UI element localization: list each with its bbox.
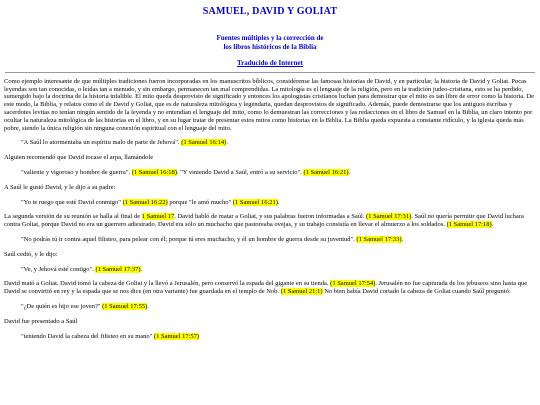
scripture-reference: (1 Samuel 17:31) <box>366 213 412 221</box>
scripture-reference: (1 Samuel 17:54) <box>330 280 376 288</box>
subtitle-line-2: los libros históricos de la Biblia <box>223 42 317 51</box>
quote-text: "Ve, y Jehová esté contigo". <box>21 265 96 273</box>
quote-text: "A Saúl lo atormentaba un espíritu malo de parte de Jehová". <box>21 139 182 147</box>
quote-tail: . <box>401 236 404 244</box>
paragraph-text: . David habló de matar a Goliat, y sus palabras fueron informadas a Saúl. <box>174 213 367 221</box>
page-subtitle <box>4 34 536 52</box>
paragraph-6 <box>4 280 536 296</box>
paragraph-text: La segunda versión de su reunión se halla al final de <box>4 213 142 221</box>
quote-text: "No podrás tú ir contra aquel filisteo, para pelear con él; porque tú eres muchacho, y él un hombre de guerra desde su juventud". <box>21 236 357 244</box>
scripture-reference: 1 Samuel 17 <box>141 213 175 221</box>
quote-block-5 <box>21 266 536 274</box>
quote-tail: . <box>147 303 149 311</box>
paragraph-text: No bien había David cortado la cabeza de Goliat cuando Saúl preguntó: <box>322 288 511 296</box>
paragraph-7: David fue presentado a Saúl <box>4 317 78 325</box>
quote-text: "¿De quién es hijo ese joven?" <box>21 303 103 311</box>
translated-from-internet-link[interactable]: Traducido de Internet <box>237 58 303 67</box>
scripture-reference: (1 Samuel 16:21) <box>303 169 349 177</box>
scripture-reference: (1 Samuel 16:14) <box>181 139 227 147</box>
scripture-reference: (1 Samuel 16:18) <box>131 169 177 177</box>
divider <box>5 72 535 73</box>
quote-tail: . <box>140 265 143 273</box>
paragraph-4 <box>4 213 536 229</box>
subtitle-line-1: Fuentes múltiples y la corrección de <box>216 34 324 42</box>
quote-tail: . <box>226 139 228 147</box>
scripture-reference: (1 Samuel 16:21) <box>232 198 278 206</box>
quote-tail: . <box>348 169 351 177</box>
paragraph-text: . Jerusalén no fue capturada de los jebuseos sino hasta que David se convirtió en rey y la espada que se nos dice (en otra variante) fue guardada en el templo de Nob. <box>4 280 528 296</box>
quote-text: "valiente y vigoroso y hombre de guerra". <box>21 169 132 177</box>
paragraph-text: . Saúl no quería permitir que David luchara contra Goliat, porque David no era un guerrero adiestrado. David era sólo un muchacho que pastoreaba ovejas, y su trabajo consistía en llevar el almuerzo a los soldados. <box>4 213 524 229</box>
scripture-reference: (1 Samuel 17:55) <box>102 303 148 311</box>
scripture-reference: (1 Samuel 17:57) <box>153 332 200 340</box>
scripture-reference: (1 Samuel 21:1) <box>280 288 323 296</box>
page-title: SAMUEL, DAVID Y GOLIAT <box>202 6 338 17</box>
scripture-reference: (1 Samuel 17:18) <box>446 221 492 229</box>
quote-block-1 <box>21 139 536 147</box>
quote-block-7 <box>21 333 536 341</box>
quote-block-6 <box>21 303 536 311</box>
quote-tail: . <box>277 198 280 206</box>
quote-text: porque "le amó mucho" <box>167 198 233 206</box>
paragraph-5: Saúl cedió, y le dijo: <box>4 250 58 258</box>
intro-paragraph: Como ejemplo interesante de que múltiples tradiciones fueron incorporadas en los manuscritos bíblicos, considérense las famosas historias de David, y en particular, la historia de David y Goliat. Pocas leyendas son tan conocidas, o leídas tan a menudo, y sin embargo, permanecen tan mal comprendidas. La mitología es el lenguaje de la religión, pero en la tradición judeo-cristiana, esto se ha perdido, sumergido bajo la doctrina de la historia infalible. El mito queda desprovisto de significado y entonces los apologistas cristianos luchan para demostrar que el mito es tan libre de error como la historia. De este modo, la Biblia, y relatos como el de David y Goliat, que es de naturaleza mitológica y legendaria, quedan desprovistos de significado. Además, puede demostrarse que los antiguos escribas y sacerdotes levitas no tenían ningún sentido de la leyenda y no entendían el lenguaje del mito, como lo demuestran las correcciones y las redacciones en el libro de Samuel en la Biblia, un claro intento por ocultar la naturaleza mitológica de las historias en el libro, y en su lugar tratar de presentar estos mitos como historias en la Biblia. La Biblia queda expuesta a constante ridículo, y la iglesia queda más pobre, siendo la única religión sin ninguna conexión espiritual con el lenguaje del mito. <box>4 77 535 132</box>
paragraph-tail: . <box>491 221 494 229</box>
paragraph-2: Alguien recomendó que David tocase el arpa, llamándole <box>4 154 154 162</box>
scripture-reference: (1 Samuel 17:33) <box>356 236 402 244</box>
quote-text: "teniendo David la cabeza del filisteo en su mano" <box>21 332 154 340</box>
scripture-reference: (1 Samuel 16:22) <box>122 198 168 206</box>
paragraph-3: A Saúl le gustó David, y le dijo a su padre: <box>4 183 116 191</box>
quote-block-3 <box>21 199 536 207</box>
paragraph-text: David mató a Goliat. David tomó la cabeza de Goliat y la llevó a Jerusalén, pero conservó la espada del gigante en su tienda. <box>4 280 331 288</box>
scripture-reference: (1 Samuel 17:37) <box>95 265 141 273</box>
quote-text: . "Y viniendo David a Saúl, entró a su servicio". <box>176 169 304 177</box>
quote-text: "Yo te ruego que esté David conmigo" <box>21 198 123 206</box>
quote-block-2 <box>21 169 536 177</box>
quote-block-4 <box>21 236 536 244</box>
